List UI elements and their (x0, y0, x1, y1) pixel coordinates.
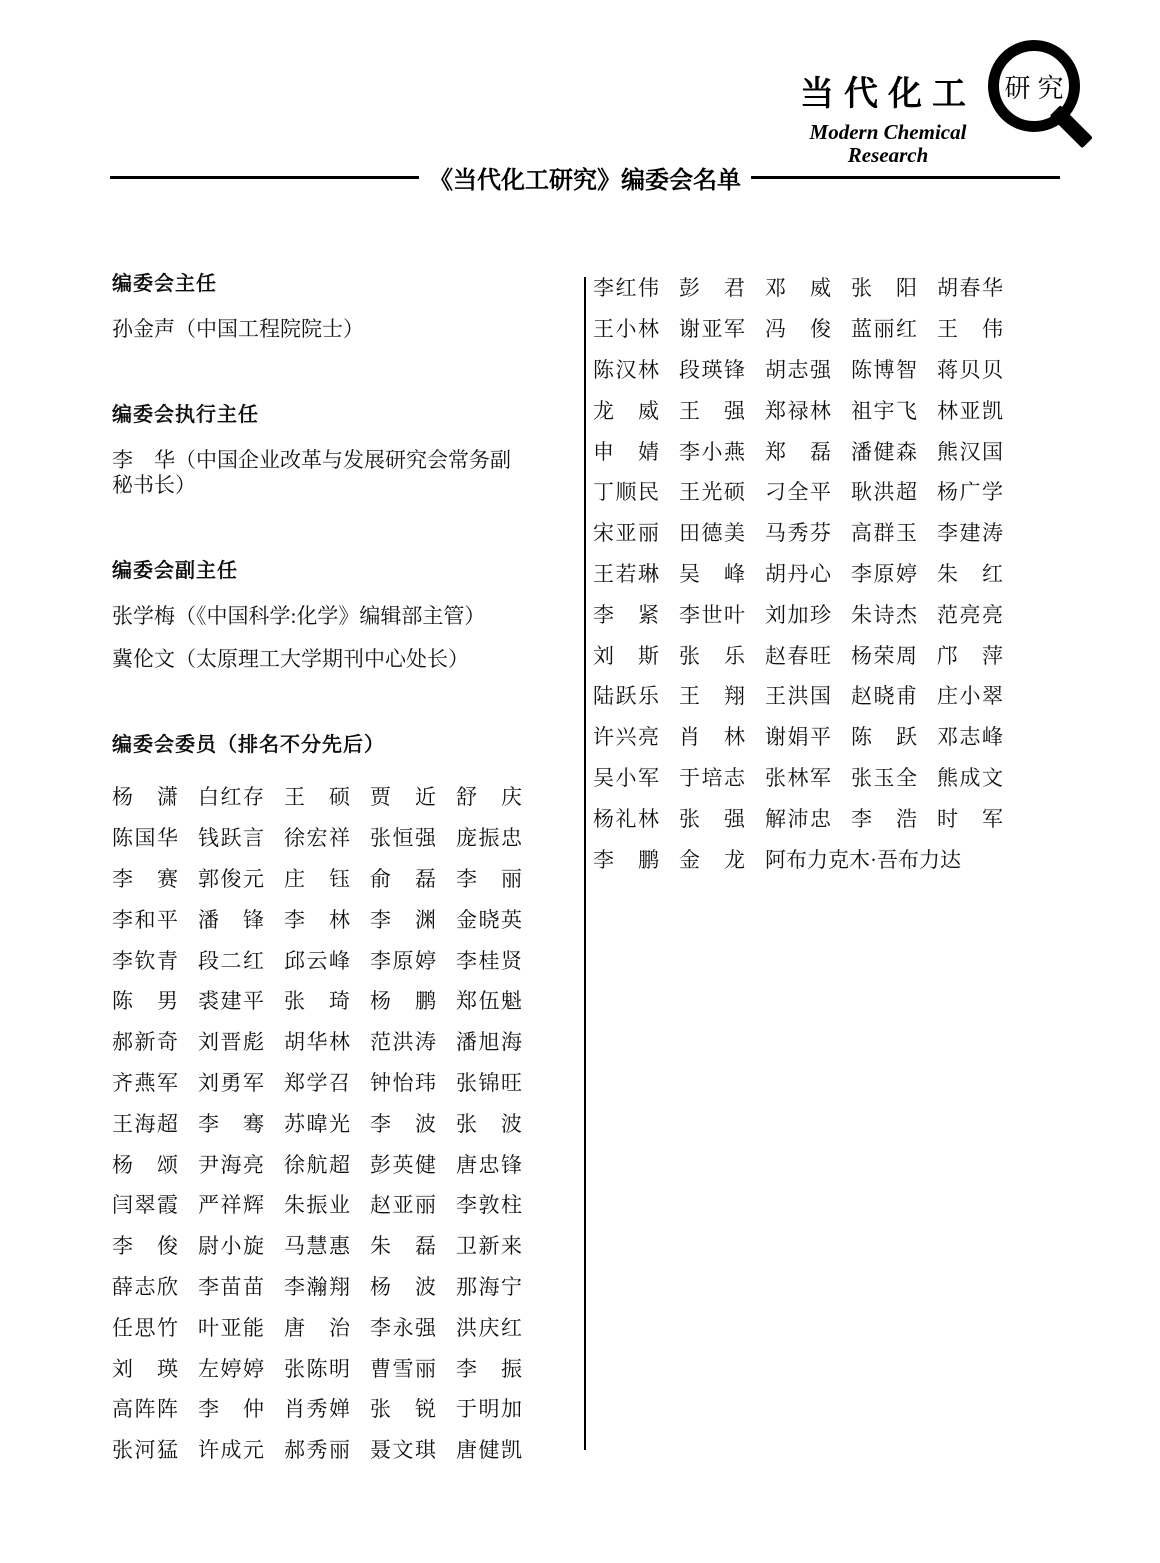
committee-member-name: 闫翠霞 (112, 1193, 178, 1218)
committee-member-name: 许成元 (198, 1438, 264, 1463)
committee-row (112, 777, 530, 818)
committee-member-name: 李红伟 (593, 276, 659, 301)
committee-row (112, 1226, 530, 1267)
committee-row (112, 1022, 530, 1063)
committee-member-name: 范亮亮 (937, 602, 1003, 627)
committee-member-name: 李 渊 (370, 907, 436, 932)
committee-row (112, 940, 530, 981)
committee-member-name: 刘勇军 (198, 1070, 264, 1095)
committee-row (593, 554, 1013, 595)
committee-member-name: 李 林 (284, 907, 350, 932)
committee-row (112, 859, 530, 900)
committee-grid-right (593, 268, 1013, 880)
committee-member-name: 高阵阵 (112, 1397, 178, 1422)
committee-member-name: 彭英健 (370, 1152, 436, 1177)
committee-member-name: 潘 锋 (198, 907, 264, 932)
committee-member-name: 朱 磊 (370, 1234, 436, 1259)
magnifier-lens-text: 研究 (1004, 72, 1071, 103)
magnifier-icon (988, 40, 1080, 132)
journal-name-chinese: 当代化工 (800, 75, 976, 113)
committee-member-name: 庞振忠 (456, 826, 522, 851)
committee-member-name: 李 鹏 (593, 847, 659, 872)
committee-member-name: 杨荣周 (851, 643, 917, 668)
committee-member-name: 刘晋彪 (198, 1030, 264, 1055)
committee-member-name: 陈 男 (112, 989, 178, 1014)
committee-member-name: 时 军 (937, 806, 1003, 831)
committee-row (593, 717, 1013, 758)
committee-member-name: 李 丽 (456, 866, 522, 891)
committee-member-name: 祖宇飞 (851, 398, 917, 423)
committee-row (112, 1307, 530, 1348)
committee-member-name: 郝秀丽 (284, 1438, 350, 1463)
committee-member-name: 李世叶 (679, 602, 745, 627)
committee-row (112, 818, 530, 859)
committee-member-name: 马慧惠 (284, 1234, 350, 1259)
committee-member-name: 邓志峰 (937, 725, 1003, 750)
committee-member-name: 高群玉 (851, 521, 917, 546)
committee-row (593, 513, 1013, 554)
committee-row (112, 1389, 530, 1430)
committee-member-name: 李原婷 (851, 561, 917, 586)
committee-member-name: 阿布力克木·吾布力达 (765, 847, 961, 872)
committee-member-name: 张玉全 (851, 765, 917, 790)
committee-member-name: 李瀚翔 (284, 1274, 350, 1299)
committee-member-name: 邓 威 (765, 276, 831, 301)
committee-member-name: 张 乐 (679, 643, 745, 668)
committee-member-name: 左婷婷 (198, 1356, 264, 1381)
committee-member-name: 王洪国 (765, 684, 831, 709)
committee-member-name: 尹海亮 (198, 1152, 264, 1177)
section-heading-executive-chair: 编委会执行主任 (112, 404, 259, 426)
committee-member-name: 李原婷 (370, 948, 436, 973)
committee-member-name: 解沛忠 (765, 806, 831, 831)
committee-member-name: 王 强 (679, 398, 745, 423)
committee-member-name: 于培志 (679, 765, 745, 790)
committee-member-name: 许兴亮 (593, 725, 659, 750)
committee-member-name: 张锦旺 (456, 1070, 522, 1095)
committee-member-name: 胡志强 (765, 357, 831, 382)
committee-member-name: 王 伟 (937, 317, 1003, 342)
committee-member-name: 王 硕 (284, 785, 350, 810)
committee-member-name: 郑伍魁 (456, 989, 522, 1014)
committee-member-name: 马秀芬 (765, 521, 831, 546)
committee-member-name: 薛志欣 (112, 1274, 178, 1299)
committee-member-name: 刘 瑛 (112, 1356, 178, 1381)
committee-member-name: 胡华林 (284, 1030, 350, 1055)
magnifier-handle (1050, 105, 1093, 148)
committee-member-name: 谢亚军 (679, 317, 745, 342)
committee-member-name: 聂文琪 (370, 1438, 436, 1463)
committee-member-name: 陈博智 (851, 357, 917, 382)
committee-member-name: 李敦柱 (456, 1193, 522, 1218)
committee-member-name: 李建涛 (937, 521, 1003, 546)
committee-member-name: 徐宏祥 (284, 826, 350, 851)
committee-member-name: 庄小翠 (937, 684, 1003, 709)
title-rule-right (751, 176, 1060, 179)
committee-row (112, 1267, 530, 1308)
committee-member-name: 龙 威 (593, 398, 659, 423)
committee-member-name: 杨礼林 (593, 806, 659, 831)
committee-member-name: 徐航超 (284, 1152, 350, 1177)
committee-member-name: 于明加 (456, 1397, 522, 1422)
committee-member-name: 任思竹 (112, 1315, 178, 1340)
member-vice-chair-2: 冀伦文（太原理工大学期刊中心处长） (112, 647, 469, 671)
journal-name-english-line1: Modern Chemical (809, 120, 967, 144)
title-row (110, 160, 1060, 195)
committee-row (593, 635, 1013, 676)
committee-member-name: 王若琳 (593, 561, 659, 586)
committee-member-name: 李 俊 (112, 1234, 178, 1259)
committee-member-name: 白红存 (198, 785, 264, 810)
committee-member-name: 邝 萍 (937, 643, 1003, 668)
committee-row (593, 309, 1013, 350)
column-divider (584, 277, 586, 1450)
section-heading-chair: 编委会主任 (112, 273, 217, 295)
committee-member-name: 金 龙 (679, 847, 745, 872)
committee-member-name: 朱 红 (937, 561, 1003, 586)
committee-member-name: 李 骞 (198, 1111, 264, 1136)
committee-member-name: 张 锐 (370, 1397, 436, 1422)
committee-member-name: 胡丹心 (765, 561, 831, 586)
committee-member-name: 蒋贝贝 (937, 357, 1003, 382)
committee-member-name: 卫新来 (456, 1234, 522, 1259)
committee-member-name: 范洪涛 (370, 1030, 436, 1055)
committee-row (112, 1144, 530, 1185)
committee-member-name: 李永强 (370, 1315, 436, 1340)
committee-member-name: 赵晓甫 (851, 684, 917, 709)
committee-member-name: 裘建平 (198, 989, 264, 1014)
committee-member-name: 苏暐光 (284, 1111, 350, 1136)
committee-member-name: 庄 钰 (284, 866, 350, 891)
committee-member-name: 杨 颂 (112, 1152, 178, 1177)
committee-member-name: 李 浩 (851, 806, 917, 831)
committee-member-name: 李钦青 (112, 948, 178, 973)
committee-member-name: 吴 峰 (679, 561, 745, 586)
committee-row (112, 1063, 530, 1104)
committee-member-name: 张 强 (679, 806, 745, 831)
committee-row (593, 350, 1013, 391)
committee-member-name: 张林军 (765, 765, 831, 790)
committee-member-name: 宋亚丽 (593, 521, 659, 546)
committee-member-name: 肖秀婵 (284, 1397, 350, 1422)
committee-member-name: 郑学召 (284, 1070, 350, 1095)
committee-member-name: 李苗苗 (198, 1274, 264, 1299)
journal-logo (800, 40, 1080, 167)
committee-member-name: 李桂贤 (456, 948, 522, 973)
committee-member-name: 潘健森 (851, 439, 917, 464)
committee-member-name: 唐忠锋 (456, 1152, 522, 1177)
committee-member-name: 吴小军 (593, 765, 659, 790)
committee-member-name: 唐健凯 (456, 1438, 522, 1463)
committee-row (112, 1348, 530, 1389)
section-heading-committee: 编委会委员（排名不分先后） (112, 734, 385, 756)
committee-member-name: 金晓英 (456, 907, 522, 932)
committee-member-name: 杨 鹏 (370, 989, 436, 1014)
committee-member-name: 张 琦 (284, 989, 350, 1014)
committee-row (112, 899, 530, 940)
title-rule-left (110, 176, 419, 179)
committee-row (593, 594, 1013, 635)
committee-member-name: 曹雪丽 (370, 1356, 436, 1381)
committee-member-name: 申 婧 (593, 439, 659, 464)
committee-member-name: 林亚凯 (937, 398, 1003, 423)
committee-member-name: 朱振业 (284, 1193, 350, 1218)
committee-member-name: 陈 跃 (851, 725, 917, 750)
committee-member-name: 段二红 (198, 948, 264, 973)
committee-member-name: 俞 磊 (370, 866, 436, 891)
committee-member-name: 刁全平 (765, 480, 831, 505)
committee-member-name: 李 赛 (112, 866, 178, 891)
committee-member-name: 李和平 (112, 907, 178, 932)
committee-member-name: 冯 俊 (765, 317, 831, 342)
committee-row (593, 390, 1013, 431)
committee-member-name: 贾 近 (370, 785, 436, 810)
committee-row (593, 839, 1013, 880)
committee-row (593, 472, 1013, 513)
committee-member-name: 肖 林 (679, 725, 745, 750)
section-heading-vice-chair: 编委会副主任 (112, 560, 238, 582)
committee-member-name: 郑 磊 (765, 439, 831, 464)
journal-name-english-line2: Research (847, 143, 929, 167)
committee-member-name: 胡春华 (937, 276, 1003, 301)
committee-member-name: 郑禄林 (765, 398, 831, 423)
committee-member-name: 陆跃乐 (593, 684, 659, 709)
committee-grid-left (112, 777, 530, 1471)
committee-row (112, 1185, 530, 1226)
committee-member-name: 赵亚丽 (370, 1193, 436, 1218)
committee-member-name: 潘旭海 (456, 1030, 522, 1055)
committee-member-name: 刘 斯 (593, 643, 659, 668)
committee-member-name: 谢娟平 (765, 725, 831, 750)
committee-member-name: 田德美 (679, 521, 745, 546)
committee-row (112, 1430, 530, 1471)
committee-member-name: 唐 治 (284, 1315, 350, 1340)
committee-member-name: 严祥辉 (198, 1193, 264, 1218)
committee-member-name: 张 波 (456, 1111, 522, 1136)
committee-member-name: 李 振 (456, 1356, 522, 1381)
committee-row (593, 431, 1013, 472)
member-chair: 孙金声（中国工程院院士） (112, 317, 364, 341)
committee-member-name: 蓝丽红 (851, 317, 917, 342)
committee-member-name: 杨 潇 (112, 785, 178, 810)
committee-member-name: 耿洪超 (851, 480, 917, 505)
committee-member-name: 张陈明 (284, 1356, 350, 1381)
committee-member-name: 王 翔 (679, 684, 745, 709)
committee-member-name: 朱诗杰 (851, 602, 917, 627)
member-executive-chair: 李 华（中国企业改革与发展研究会常务副秘书长） (112, 448, 511, 497)
committee-member-name: 段瑛锋 (679, 357, 745, 382)
page-title: 《当代化工研究》编委会名单 (429, 167, 741, 194)
journal-logo-text-block (800, 40, 976, 167)
committee-member-name: 陈国华 (112, 826, 178, 851)
committee-member-name: 杨广学 (937, 480, 1003, 505)
committee-member-name: 郝新奇 (112, 1030, 178, 1055)
right-column (593, 268, 1013, 880)
committee-row (593, 798, 1013, 839)
committee-row (112, 981, 530, 1022)
committee-member-name: 舒 庆 (456, 785, 522, 810)
committee-member-name: 赵春旺 (765, 643, 831, 668)
committee-member-name: 那海宁 (456, 1274, 522, 1299)
committee-member-name: 彭 君 (679, 276, 745, 301)
committee-member-name: 杨 波 (370, 1274, 436, 1299)
committee-member-name: 李小燕 (679, 439, 745, 464)
committee-member-name: 王光硕 (679, 480, 745, 505)
committee-member-name: 邱云峰 (284, 948, 350, 973)
committee-row (593, 758, 1013, 799)
committee-member-name: 叶亚能 (198, 1315, 264, 1340)
committee-member-name: 齐燕军 (112, 1070, 178, 1095)
committee-member-name: 王海超 (112, 1111, 178, 1136)
committee-row (593, 676, 1013, 717)
committee-member-name: 郭俊元 (198, 866, 264, 891)
committee-member-name: 刘加珍 (765, 602, 831, 627)
committee-member-name: 钟怡玮 (370, 1070, 436, 1095)
committee-member-name: 王小林 (593, 317, 659, 342)
committee-member-name: 尉小旋 (198, 1234, 264, 1259)
committee-member-name: 丁顺民 (593, 480, 659, 505)
committee-member-name: 李 波 (370, 1111, 436, 1136)
committee-member-name: 张河猛 (112, 1438, 178, 1463)
committee-member-name: 李 仲 (198, 1397, 264, 1422)
committee-row (593, 268, 1013, 309)
left-column (112, 272, 530, 1471)
committee-member-name: 李 紧 (593, 602, 659, 627)
committee-row (112, 1103, 530, 1144)
committee-member-name: 熊成文 (937, 765, 1003, 790)
member-vice-chair-1: 张学梅（《中国科学:化学》编辑部主管） (112, 604, 486, 628)
committee-member-name: 洪庆红 (456, 1315, 522, 1340)
committee-member-name: 钱跃言 (198, 826, 264, 851)
committee-member-name: 张 阳 (851, 276, 917, 301)
committee-member-name: 熊汉国 (937, 439, 1003, 464)
committee-member-name: 张恒强 (370, 826, 436, 851)
committee-member-name: 陈汉林 (593, 357, 659, 382)
